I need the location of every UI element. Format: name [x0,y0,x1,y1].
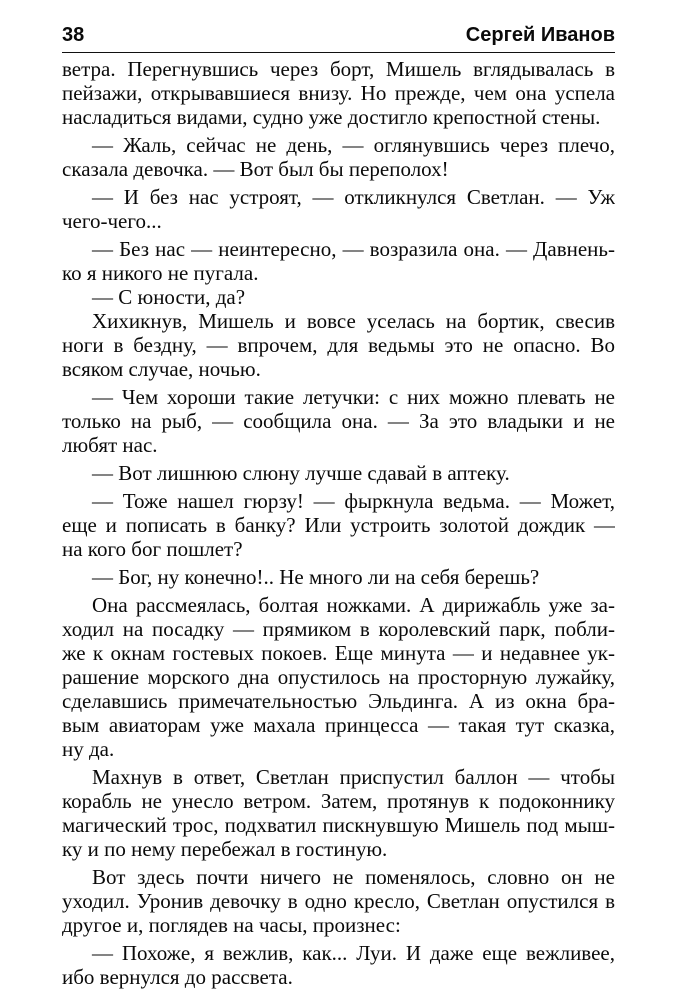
text-line: рашение морского дна опустилось на просторную лужайку, [62,665,615,689]
text-line: ку и по нему перебежал в гостиную. [62,837,388,861]
text-line: — Без нас — неинтересно, — возразила она. — Давнень- [92,237,615,261]
text-line: всяком случае, ночью. [62,357,261,381]
text-line: магический трос, подхватил пискнувшую Мишель под мыш- [62,813,615,837]
text-line: другое и, поглядев на часы, произнес: [62,913,401,937]
text-line: сказала девочка. — Вот был бы переполох! [62,157,449,181]
text-line: Махнув в ответ, Светлан приспустил баллон — чтобы [92,765,615,789]
header-rule [62,52,615,53]
page-number: 38 [62,24,85,46]
text-line: — Чем хороши такие летучки: с них можно плевать не [92,385,615,409]
text-line: — Вот лишнюю слюну лучше сдавай в аптеку. [92,461,510,485]
text-line: еще и пописать в банку? Или устроить золотой дождик — [62,513,615,537]
body-text [62,57,615,989]
text-line: ибо вернулся до рассвета. [62,965,293,989]
text-line: — И без нас устроят, — откликнулся Светлан. — Уж [92,185,615,209]
text-line: насладиться видами, судно уже достигло крепостной стены. [62,105,601,129]
running-head [62,22,615,52]
text-line: ветра. Перегнувшись через борт, Мишель вглядывалась в [62,57,615,81]
text-line: Хихикнув, Мишель и вовсе уселась на бортик, свесив [92,309,615,333]
text-line: только на рыб, — сообщила она. — За это владыки и не [62,409,615,433]
text-line: же к окнам гостевых покоев. Еще минута — и недавнее ук- [62,641,615,665]
text-line: Она рассмеялась, болтая ножками. А дирижабль уже за- [92,593,615,617]
text-line: ко я никого не пугала. [62,261,259,285]
text-line: — Жаль, сейчас не день, — оглянувшись через плечо, [92,133,615,157]
text-line: — Похоже, я вежлив, как... Луи. И даже еще вежливее, [92,941,615,965]
text-line: ноги в бездну, — впрочем, для ведьмы это не опасно. Во [62,333,615,357]
text-line: любят нас. [62,433,158,457]
text-line: на кого бог пошлет? [62,537,243,561]
text-line: — С юности, да? [92,285,246,309]
text-line: ходил на посадку — прямиком в королевский парк, побли- [62,617,615,641]
text-line: корабль не унесло ветром. Затем, протянув к подоконнику [62,789,615,813]
text-line: ну да. [62,737,115,761]
text-line: пейзажи, открывавшиеся внизу. Но прежде, чем она успела [62,81,615,105]
text-line: чего-чего... [62,209,162,233]
author-name: Сергей Иванов [465,24,615,46]
text-line: вым авиаторам уже махала принцесса — такая тут сказка, [62,713,615,737]
text-line: уходил. Уронив девочку в одно кресло, Светлан опустился в [62,889,615,913]
text-line: Вот здесь почти ничего не поменялось, словно он не [92,865,615,889]
text-line: — Тоже нашел гюрзу! — фыркнула ведьма. — Может, [92,489,615,513]
text-line: сделавшись примечательностью Эльдинга. А из окна бра- [62,689,615,713]
text-line: — Бог, ну конечно!.. Не много ли на себя берешь? [92,565,540,589]
